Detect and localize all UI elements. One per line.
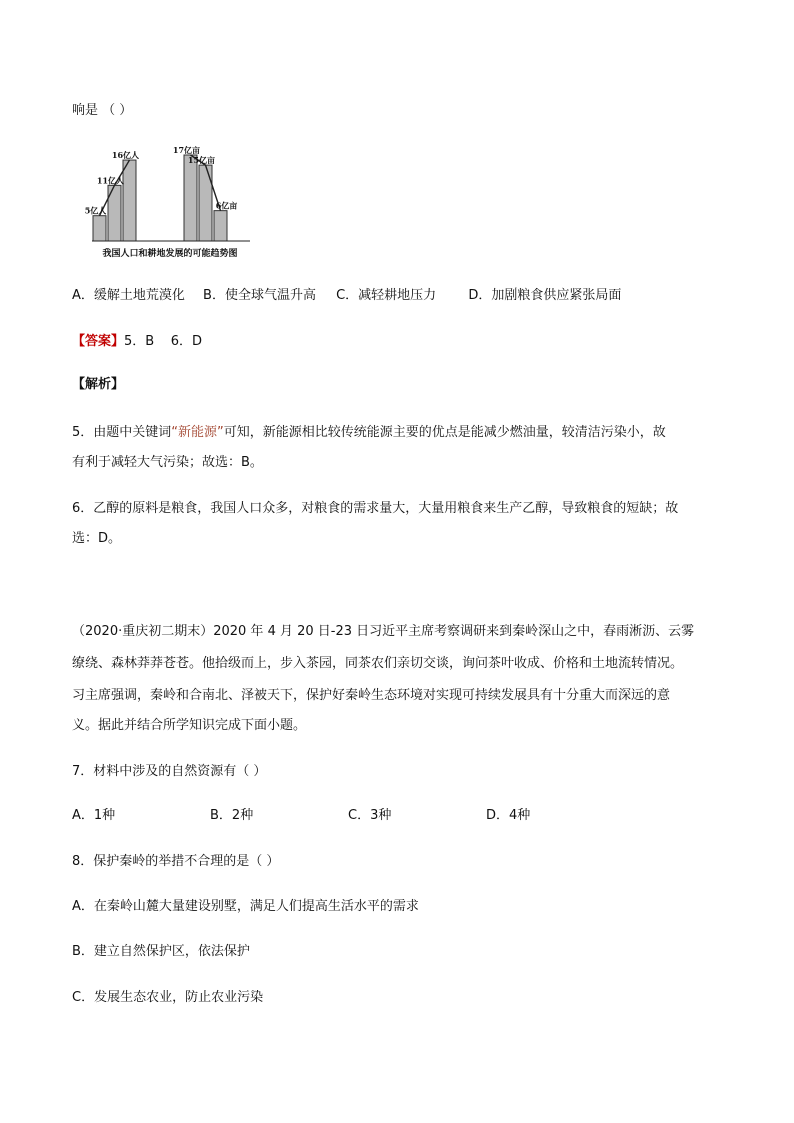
question-stem-tail: 响是 （ ） <box>72 103 133 118</box>
bar-耕地-3 <box>214 211 227 241</box>
q6-options <box>72 286 621 306</box>
analysis-tag: 【解析】 <box>72 377 125 392</box>
q6-option-c[interactable]: C．减轻耕地压力 <box>336 288 437 303</box>
bar-label-耕地-2: 15亿亩 <box>187 155 216 166</box>
explanation-5-line-2: 有利于减轻大气污染；故选：B。 <box>72 455 263 470</box>
bar-人口-3 <box>123 160 136 241</box>
exp5-suffix: 可知，新能源相比较传统能源主要的优点是能减少燃油量，较清洁污染小，故 <box>223 425 666 440</box>
answer-line <box>72 332 202 352</box>
q8-stem: 8．保护秦岭的举措不合理的是（ ） <box>72 854 280 869</box>
bar-人口-1 <box>93 216 106 241</box>
passage-line-4: 义。据此并结合所学知识完成下面小题。 <box>72 718 307 733</box>
exp5-prefix: 5．由题中关键词 <box>72 425 172 440</box>
bar-耕地-1 <box>184 155 197 241</box>
bar-label-人口-2: 11亿人 <box>96 175 125 186</box>
bar-label-耕地-1: 17亿亩 <box>172 145 201 155</box>
bar-label-人口-1: 5亿人 <box>84 205 107 216</box>
passage-line-3: 习主席强调，秦岭和合南北、泽被天下，保护好秦岭生态环境对实现可持续发展具有十分重大而深远的意 <box>72 688 671 703</box>
bar-label-人口-3: 16亿人 <box>111 150 140 161</box>
q7-option-d[interactable]: D．4种 <box>486 808 531 823</box>
q6-option-d[interactable]: D．加剧粮食供应紧张局面 <box>468 288 622 303</box>
explanation-6-line-1: 6．乙醇的原料是粮食，我国人口众多，对粮食的需求量大，大量用粮食来生产乙醇，导致粮食的短缺；故 <box>72 501 679 516</box>
population-farmland-chart <box>78 144 268 262</box>
bar-label-耕地-3: 6亿亩 <box>215 200 238 211</box>
q8-option-a[interactable]: A．在秦岭山麓大量建设别墅，满足人们提高生活水平的需求 <box>72 899 419 914</box>
q8-option-b[interactable]: B．建立自然保护区，依法保护 <box>72 944 250 959</box>
answer-tag: 【答案】 <box>72 334 125 349</box>
q6-option-b[interactable]: B．使全球气温升高 <box>203 288 316 303</box>
passage-line-1: （2020·重庆初二期末）2020 年 4 月 20 日-23 日习近平主席考察调研来到秦岭深山之中，春雨淅沥、云雾 <box>72 624 695 639</box>
explanation-6-line-2: 选：D。 <box>72 531 122 546</box>
exp5-keyword: “新能源” <box>171 425 224 440</box>
bar-耕地-2 <box>199 165 212 241</box>
q7-option-c[interactable]: C．3种 <box>348 808 392 823</box>
answer-text: 5．B 6．D <box>124 334 203 349</box>
q6-option-a[interactable]: A．缓解土地荒漠化 <box>72 288 185 303</box>
q7-options <box>72 806 530 826</box>
chart-title: 我国人口和耕地发展的可能趋势图 <box>102 249 238 259</box>
q7-stem: 7．材料中涉及的自然资源有（ ） <box>72 764 267 779</box>
q8-option-c[interactable]: C．发展生态农业，防止农业污染 <box>72 990 264 1005</box>
q7-option-a[interactable]: A．1种 <box>72 808 116 823</box>
passage-line-2: 缭绕、森林莽莽苍苍。他拾级而上，步入茶园，同茶农们亲切交谈，询问茶叶收成、价格和土地流转情况。 <box>72 656 684 671</box>
q7-option-b[interactable]: B．2种 <box>210 808 254 823</box>
explanation-5-line-1 <box>72 423 666 443</box>
